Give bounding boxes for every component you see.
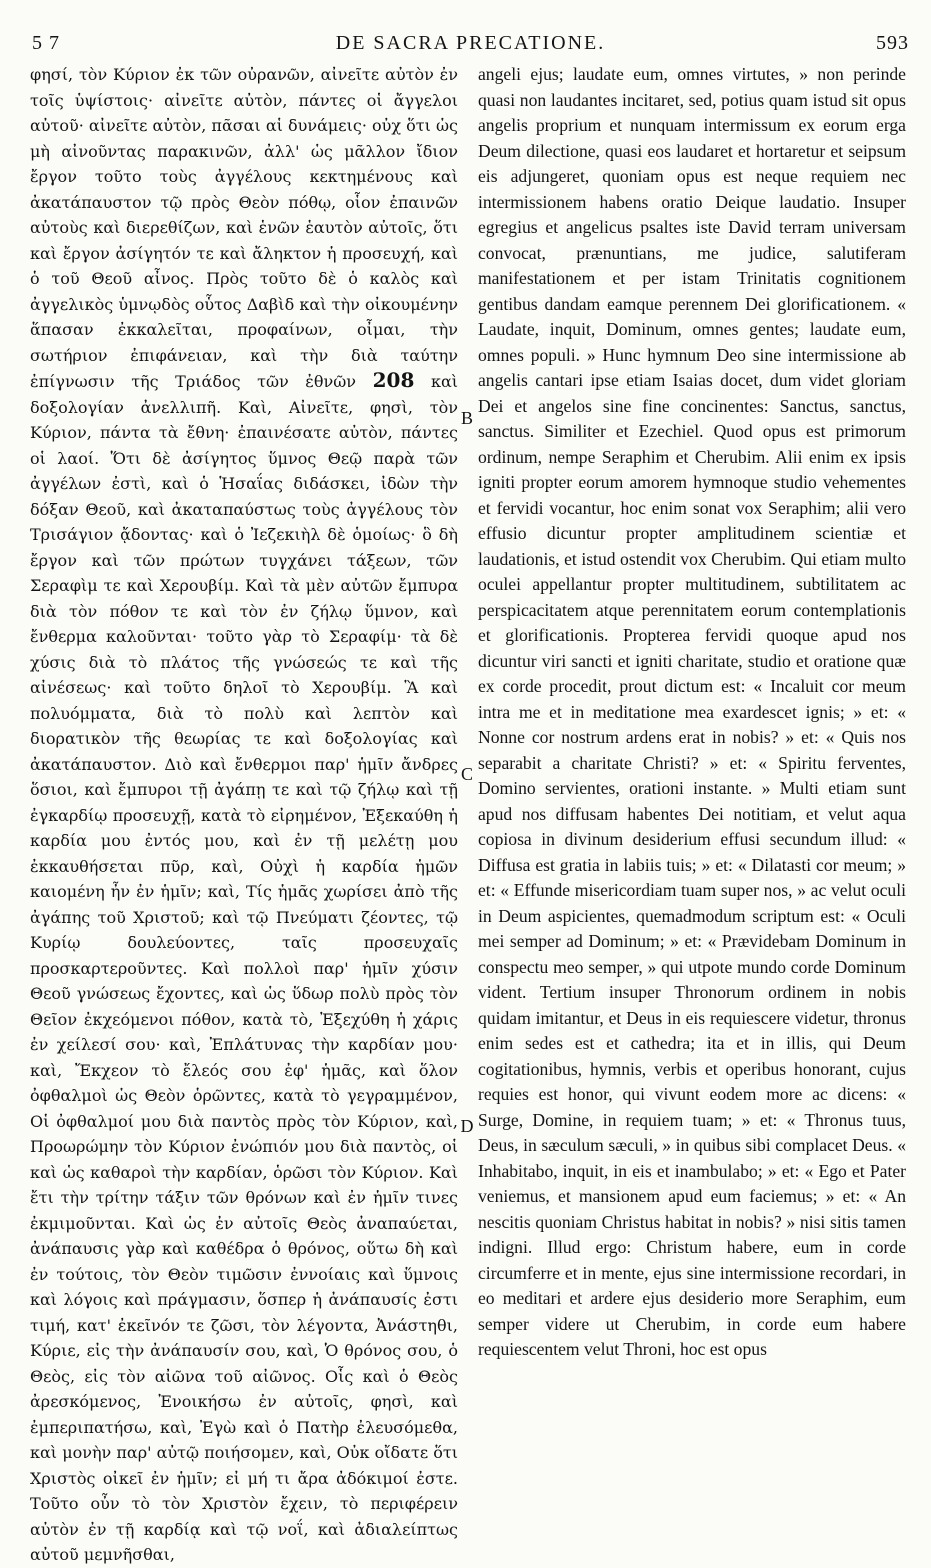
greek-paragraph-1: φησί, τὸν Κύριον ἐκ τῶν οὐρανῶν, αἰνεῖτε αὐτὸν ἐν τοῖς ὑψίστοις· αἰνεῖτε αὐτὸν, πάντες οἱ ἄγγελοι αὐτοῦ· αἰνεῖτε αὐτὸν, πᾶσαι αἱ δυνάμεις· οὐχ ὅτι ὡς μὴ αἰνοῦντας παρακινῶν, ἀλλ' ὡς μᾶλλον ἴδιον ἔργον τοῦτο τοὺς ἀγγέλους κεκτημένους καὶ ἀκατάπαυστον τῷ πρὸς Θεὸν πόθῳ, οἷον ἐπαινῶν αὐτοὺς καὶ διερεθίζων, καὶ ἑνῶν ἑαυτὸν αὐτοῖς, ὅτι καὶ ἔργον ἀσίγητόν τε καὶ ἄληκτον ἡ προσευχή, καὶ ὁ τοῦ Θεοῦ αἶνος. Πρὸς τοῦτο δὲ ὁ καλὸς καὶ ἀγγελικὸς ὑμνῳδὸς οὗτος Δαβὶδ καὶ τὴν οἰκουμένην ἅπασαν ἐκκαλεῖται, προφαίνων, οἶμαι, τὴν σωτήριον ἐπιφάνειαν, καὶ τὴν διὰ ταύτην ἐπίγνωσιν τῆς Τριάδος τῶν ἐθνῶν	[30, 65, 458, 391]
page-number: 593	[876, 32, 909, 54]
migne-column-number: 208	[372, 368, 415, 392]
running-header	[32, 26, 909, 60]
running-title: DE SACRA PRECATIONE.	[335, 32, 606, 54]
greek-text	[30, 62, 458, 1568]
latin-text: angeli ejus; laudate eum, omnes virtutes, » non perinde quasi non laudantes incitaret, sed, potius quam istud sit opus angelis proprium et nunquam intermissum ex eorum erga Deum dilectione, quasi eos laudaret et hortaretur et seipsum eis adjungeret, quoniam opus est neque requiem nec intermissionem habens oratio Deique laudatio. Insuper egregius et angelicus psaltes iste David terram universam convocat, prænuntians, me judice, salutiferam manifestationem et per istam Trinitatis cognitionem gentibus dandam eamque perennem Dei glorificationem. « Laudate, inquit, Dominum, omnes gentes; laudate eum, omnes populi. » Hunc hymnum Deo sine intermissione ab angelis cantari ipse etiam Isaias docet, dum videt gloriam Dei et angelos sine fine concinentes: Sanctus, sanctus, sanctus. Similiter et Ezechiel. Quod opus est primorum ordinum, nempe Seraphim et Cherubim. Alii enim ex ipsis igniti propter eorum amorem hymnoque studio vehementes et fervidi vocantur, hoc enim sonat vox Seraphim; alii vero effusio dicuntur propter amplitudinem scientiæ et laudationis, et istud ostendit vox Cherubim. Qui etiam multo oculei appellantur propter multitudinem, subtilitatem ac perspicacitatem atque perennitatem eorum contemplationis et glorificationis. Propterea fervidi quoque apud nos dicuntur viri sancti et igniti charitate, studio et oratione quæ ex corde procedit, prout dictum est: « Incaluit cor meum intra me et in meditatione mea exardescet ignis; » et: « Nonne cor nostrum ardens erat in nobis? » et: « Quis nos separabit a charitate Christi? » et: « Spiritu ferventes, Domino servientes, orationi instante. » Multi etiam sunt apud nos diffusam habentes Dei notitiam, et velut aqua copiosa in divinum desiderium effusi secundum illud: « Diffusa est gratia in labiis tuis; » et: « Dilatasti cor meum; » et: « Effunde misericordiam tuam super nos, » ac velut oculi in Deum aspicientes, quemadmodum scriptum est: « Oculi mei semper ad Dominum; » et: « Prævidebam Dominum in conspectu meo semper, » qui utpote mundo corde Dominum vident. Tertium insuper Thronorum ordinem in nobis quidam imitantur, et Deus in eis requiescere videtur, thronus enim sedes est et cathedra; ita et in illis, qui Deum cogitationibus, hymnis, verbis et operibus honorant, cujus requies est honor, qui vivunt eodem more ac dicens: « Surge, Domine, in requiem tuam; » et: « Thronus tuus, Deus, in sæculum sæculi, » in quibus sibi complacet Deus. « Inhabitabo, inquit, in eis et inambulabo; » et: « Ego et Pater veniemus, et mansionem apud eum faciemus; » et: « An nescitis quoniam Christus habitat in nobis? » nisi sitis tamen indigni. Illud ergo: Christum habere, eum in corde circumferre et in mente, ejus sine intermissione recordari, in eo meditari et ardere ejus desiderio more Seraphim, eum semper videre ut Cherubim, in corde eum habere requiescentem velut Throni, hoc est opus	[478, 64, 906, 1359]
section-marker-b: B	[460, 408, 473, 428]
section-marker-c: C	[460, 764, 473, 784]
section-marker-d: D	[460, 1116, 474, 1136]
column-number: 5 7	[32, 32, 60, 54]
greek-column	[30, 62, 459, 1564]
latin-column	[478, 62, 906, 1522]
greek-paragraph-2: καὶ δοξολογίαν ἀνελλιπῆ. Καὶ, Αἰνεῖτε, φησὶ, τὸν Κύριον, πάντα τὰ ἔθνη· ἐπαινέσατε αὐτὸν, πάντες οἱ λαοί. Ὅτι δὲ ἀσίγητος ὕμνος Θεῷ παρὰ τῶν ἀγγέλων ἐστὶ, καὶ ὁ Ἡσαΐας διδάσκει, ἰδὼν τὴν δόξαν Θεοῦ, καὶ ἀκαταπαύστως τοὺς ἀγγέλους τὸν Τρισάγιον ᾄδοντας· καὶ ὁ Ἰεζεκιὴλ δὲ ὁμοίως· ὃ δὴ ἔργον καὶ τῶν πρώτων τυγχάνει τάξεων, τῶν Σεραφὶμ τε καὶ Χερουβίμ. Καὶ τὰ μὲν αὐτῶν ἔμπυρα διὰ τὸν πόθον τε καὶ τὸν ἐν ζήλῳ ὕμνον, καὶ ἔνθερμα καλοῦνται· τοῦτο γὰρ τὸ Σεραφίμ· τὰ δὲ χύσις διὰ τὸ πλάτος τῆς γνώσεώς τε καὶ τῆς αἰνέσεως· καὶ τοῦτο δηλοῖ τὸ Χερουβίμ. Ἃ καὶ πολυόμματα, διὰ τὸ πολὺ καὶ λεπτὸν καὶ διορατικὸν τῆς θεωρίας τε καὶ δοξολογίας καὶ ἀκατάπαυστον. Διὸ καὶ ἔνθερμοι παρ' ἡμῖν ἄνδρες ὅσιοι, καὶ ἔμπυροι τῇ ἀγάπῃ τε καὶ τῷ ζήλῳ καὶ τῇ ἐγκαρδίῳ προσευχῇ, κατὰ τὸ εἰρημένον, Ἐξεκαύθη ἡ καρδία μου ἐντός μου, καὶ ἐν τῇ μελέτῃ μου ἐκκαυθήσεται πῦρ, καὶ, Οὐχὶ ἡ καρδία ἡμῶν καιομένη ἦν ἐν ἡμῖν; καὶ, Τίς ἡμᾶς χωρίσει ἀπὸ τῆς ἀγάπης τοῦ Χριστοῦ; καὶ τῷ Πνεύματι ζέοντες, τῷ Κυρίῳ δουλεύοντες, ταῖς προσευχαῖς προσκαρτεροῦντες. Καὶ πολλοὶ παρ' ἡμῖν χύσιν Θεοῦ γνώσεως ἔχοντες, καὶ ὡς ὕδωρ πολὺ πρὸς τὸν Θεῖον ἐκχεόμενοι πόθον, κατὰ τὸ, Ἐξεχύθη ἡ χάρις ἐν χείλεσί σου· καὶ, Ἐπλάτυνας τὴν καρδίαν μου· καὶ, Ἔκχεον τὸ ἔλεός σου ἐφ' ἡμᾶς, καὶ ὅλον ὀφθαλμοὶ ὡς Θεὸν ὁρῶντες, κατὰ τὸ γεγραμμένον, Οἱ ὀφθαλμοί μου διὰ παντὸς πρὸς τὸν Κύριον, καὶ, Προωρώμην τὸν Κύριον ἐνώπιόν μου διὰ παντὸς, οἱ καὶ ὡς καθαροὶ τὴν καρδίαν, ὁρῶσι τὸν Κύριον. Καὶ ἔτι τὴν τρίτην τάξιν τῶν θρόνων καὶ ἐν ἡμῖν τινες ἐκμιμοῦνται. Καὶ ὡς ἐν αὐτοῖς Θεὸς ἀναπαύεται, ἀνάπαυσις γὰρ καὶ καθέδρα ὁ θρόνος, οὕτω δὴ καὶ ἐν τούτοις, τὸν Θεὸν τιμῶσιν ἐννοίαις καὶ ὕμνοις καὶ λόγοις καὶ πράγμασιν, ὅσπερ ἡ ἀνάπαυσίς ἐστι τιμή, κατ' ἐκεῖνόν τε ζῶσι, τὸν λέγοντα, Ἀνάστηθι, Κύριε, εἰς τὴν ἀνάπαυσίν σου, καὶ, Ὁ θρόνος σου, ὁ Θεὸς, εἰς τὸν αἰῶνα τοῦ αἰῶνος. Οἷς καὶ ὁ Θεὸς ἀρεσκόμενος, Ἐνοικήσω ἐν αὐτοῖς, φησὶ, καὶ ἐμπεριπατήσω, καὶ, Ἐγὼ καὶ ὁ Πατὴρ ἐλευσόμεθα, καὶ μονὴν παρ' αὐτῷ ποιήσομεν, καὶ, Οὐκ οἴδατε ὅτι Χριστὸς οἰκεῖ ἐν ἡμῖν; εἰ μή τι ἄρα ἀδόκιμοί ἐστε. Τοῦτο οὖν τὸ τὸν Χριστὸν ἔχειν, τὸ περιφέρειν αὐτὸν ἐν τῇ καρδίᾳ καὶ τῷ νοΐ, καὶ ἀδιαλείπτως αὐτοῦ μεμνῆσθαι,	[30, 372, 459, 1564]
